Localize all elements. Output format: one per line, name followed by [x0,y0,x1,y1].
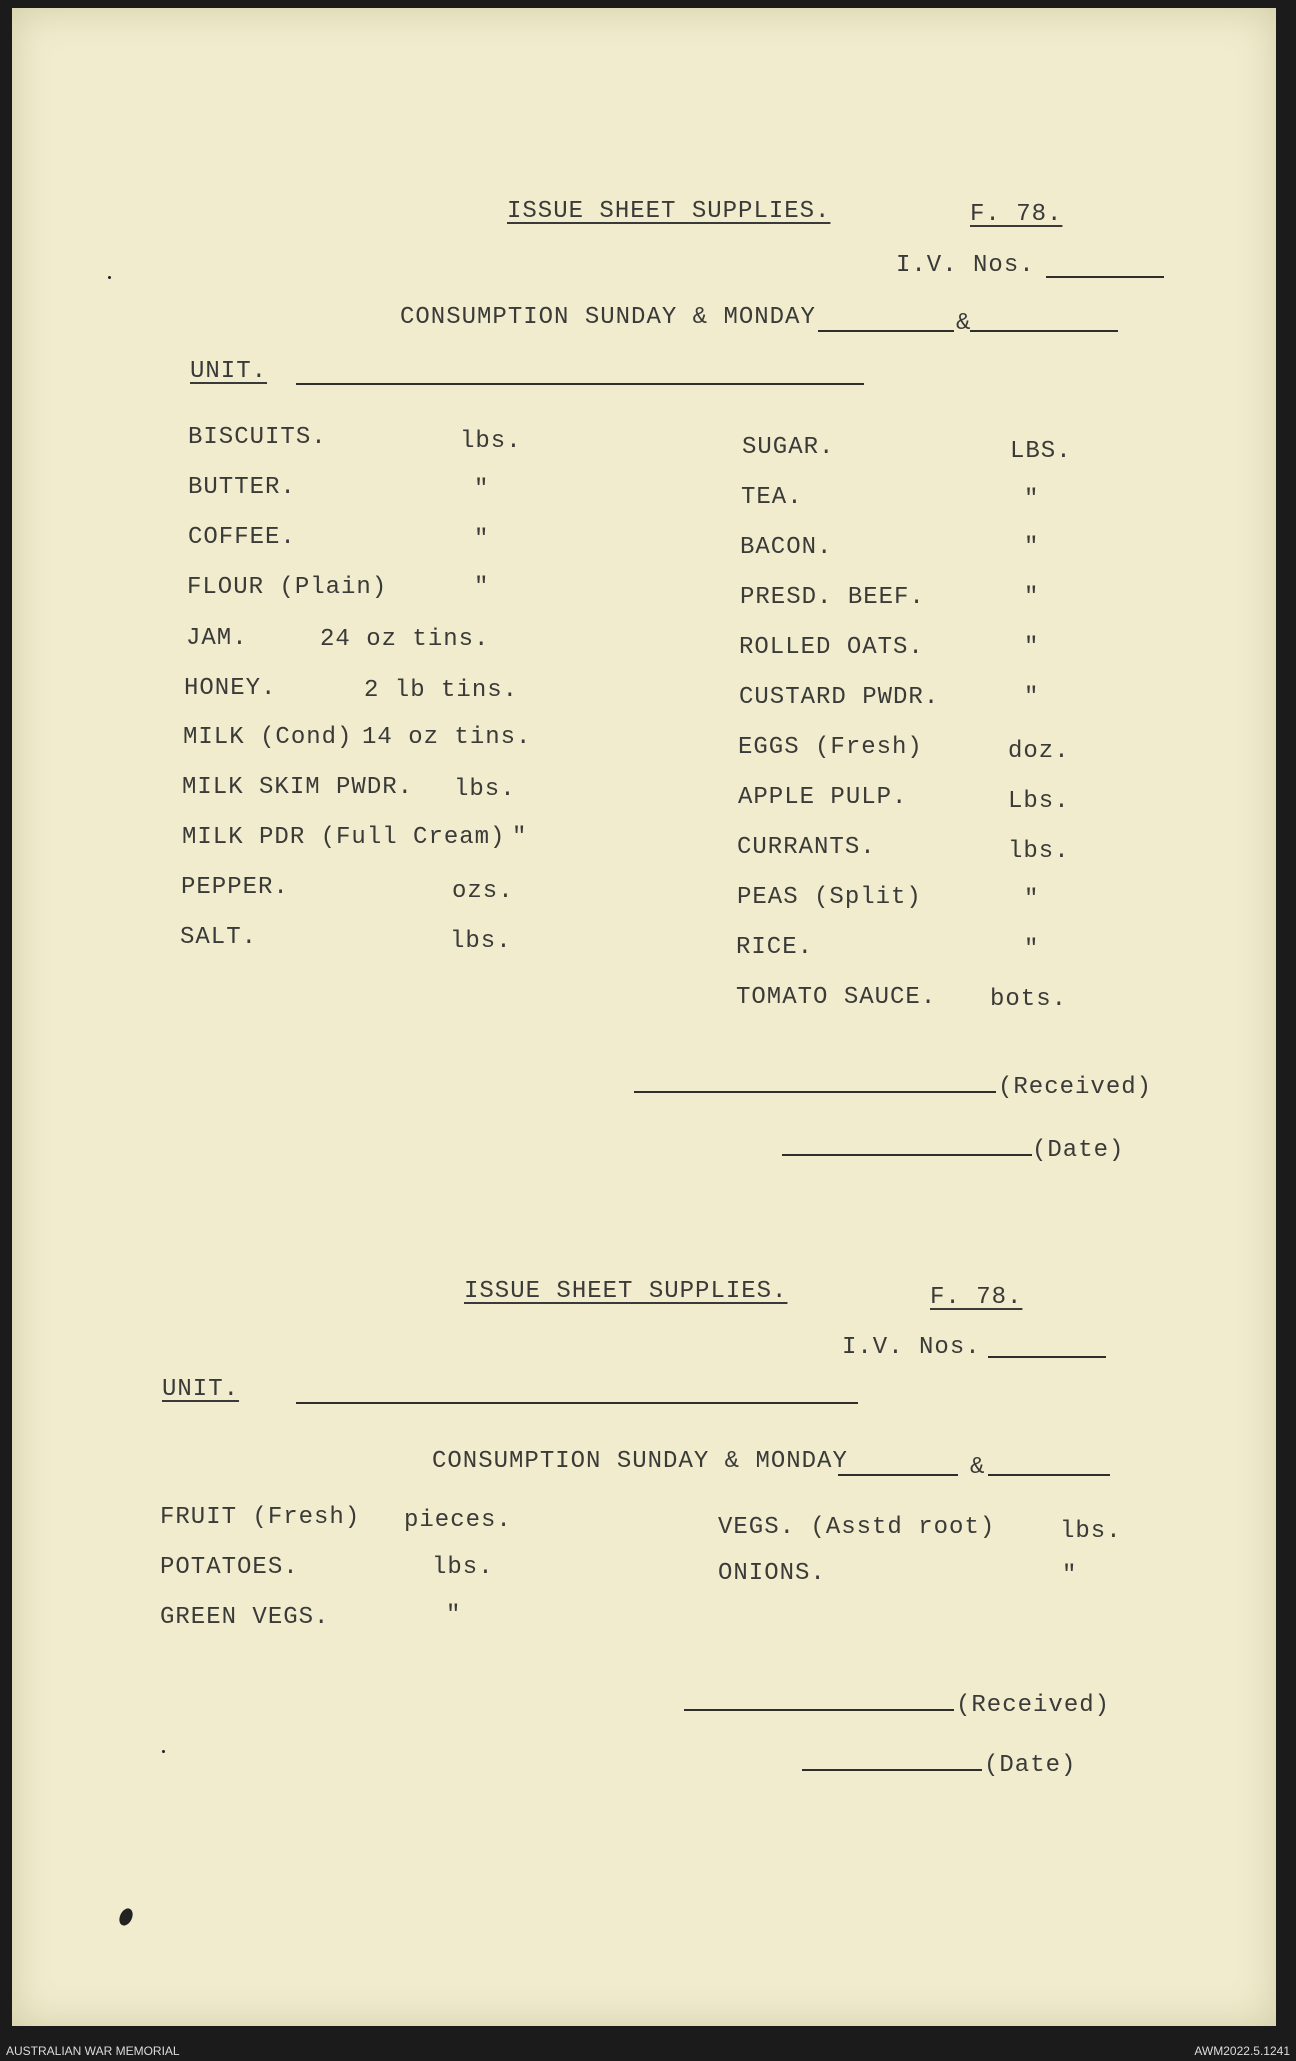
item-name: APPLE PULP. [738,784,908,811]
item-name: CUSTARD PWDR. [739,684,940,711]
sheet1-unit-label: UNIT. [190,358,268,385]
item-name: ONIONS. [718,1560,826,1587]
item-name: RICE. [736,934,814,961]
item-name: MILK SKIM PWDR. [182,774,414,801]
document-page [12,8,1276,2026]
item-unit: 2 lb tins. [364,677,519,704]
sheet2-sunday-blank [838,1474,958,1476]
item-name: PEPPER. [181,874,289,901]
item-name: MILK PDR (Full Cream) [182,824,506,851]
item-unit: " [474,476,490,503]
sheet1-date-label: (Date) [1032,1137,1125,1164]
item-name: TOMATO SAUCE. [736,984,937,1011]
item-unit: ozs. [452,878,514,905]
sheet2-ampersand: & [970,1454,986,1481]
sheet1-monday-blank [970,330,1118,332]
item-unit: " [1062,1562,1078,1589]
item-unit: " [512,824,528,851]
item-unit: pieces. [404,1507,512,1534]
item-unit: " [1024,534,1040,561]
item-unit: lbs. [1008,838,1070,865]
ink-speck [108,276,111,279]
sheet1-sunday-blank [818,330,954,332]
item-unit: " [446,1602,462,1629]
item-unit: " [474,526,490,553]
sheet2-form-number: F. 78. [930,1284,1023,1311]
item-name: PRESD. BEEF. [740,584,925,611]
footer-accession-number: AWM2022.5.1241 [1194,2044,1290,2058]
item-unit: lbs. [460,428,522,455]
item-name: ROLLED OATS. [739,634,924,661]
item-unit: doz. [1008,738,1070,765]
item-unit: " [474,574,490,601]
item-unit: " [1024,936,1040,963]
sheet1-ampersand: & [956,310,972,337]
item-unit: " [1024,684,1040,711]
sheet2-received-label: (Received) [956,1692,1111,1719]
sheet1-consumption-label: CONSUMPTION SUNDAY & MONDAY [400,304,816,331]
item-unit: Lbs. [1008,788,1070,815]
item-unit: " [1024,886,1040,913]
item-unit: lbs. [432,1554,494,1581]
sheet1-iv-label: I.V. Nos. [896,252,1035,279]
item-name: POTATOES. [160,1554,299,1581]
sheet1-date-blank [782,1154,1032,1156]
item-unit: lbs. [1060,1518,1122,1545]
item-unit: " [1024,634,1040,661]
sheet2-received-blank [684,1709,954,1711]
item-unit: " [1024,486,1040,513]
item-name: TEA. [741,484,803,511]
item-name: CURRANTS. [737,834,876,861]
item-unit: 24 oz tins. [320,626,490,653]
sheet2-unit-blank [296,1402,858,1404]
item-unit: lbs. [450,928,512,955]
item-name: COFFEE. [188,524,296,551]
item-name: FRUIT (Fresh) [160,1504,361,1531]
sheet2-iv-label: I.V. Nos. [842,1334,981,1361]
sheet1-unit-blank [296,383,864,385]
sheet1-received-blank [634,1091,996,1093]
sheet2-date-label: (Date) [984,1752,1077,1779]
item-name: SUGAR. [742,434,835,461]
item-name: BACON. [740,534,833,561]
sheet2-consumption-label: CONSUMPTION SUNDAY & MONDAY [432,1448,848,1475]
ink-speck [162,1750,165,1753]
item-unit: LBS. [1010,438,1072,465]
item-name: HONEY. [184,675,277,702]
sheet2-unit-label: UNIT. [162,1376,240,1403]
item-name: VEGS. (Asstd root) [718,1514,996,1541]
sheet1-iv-blank [1046,276,1164,278]
item-name: SALT. [180,924,258,951]
item-unit: 14 oz tins. [362,724,532,751]
ink-blot [117,1906,135,1927]
item-unit: " [1024,584,1040,611]
footer-source-credit: AUSTRALIAN WAR MEMORIAL [6,2044,180,2058]
sheet2-iv-blank [988,1356,1106,1358]
sheet2-title: ISSUE SHEET SUPPLIES. [464,1278,788,1305]
item-name: PEAS (Split) [737,884,922,911]
sheet2-monday-blank [988,1474,1110,1476]
item-name: BUTTER. [188,474,296,501]
item-name: GREEN VEGS. [160,1604,330,1631]
item-name: MILK (Cond) [183,724,353,751]
item-unit: bots. [990,986,1068,1013]
item-name: JAM. [186,625,248,652]
sheet2-date-blank [802,1769,982,1771]
item-unit: lbs. [454,776,516,803]
item-name: FLOUR (Plain) [187,574,388,601]
sheet1-received-label: (Received) [998,1074,1153,1101]
sheet1-title: ISSUE SHEET SUPPLIES. [507,198,831,225]
sheet1-form-number: F. 78. [970,201,1063,228]
item-name: EGGS (Fresh) [738,734,923,761]
item-name: BISCUITS. [188,424,327,451]
